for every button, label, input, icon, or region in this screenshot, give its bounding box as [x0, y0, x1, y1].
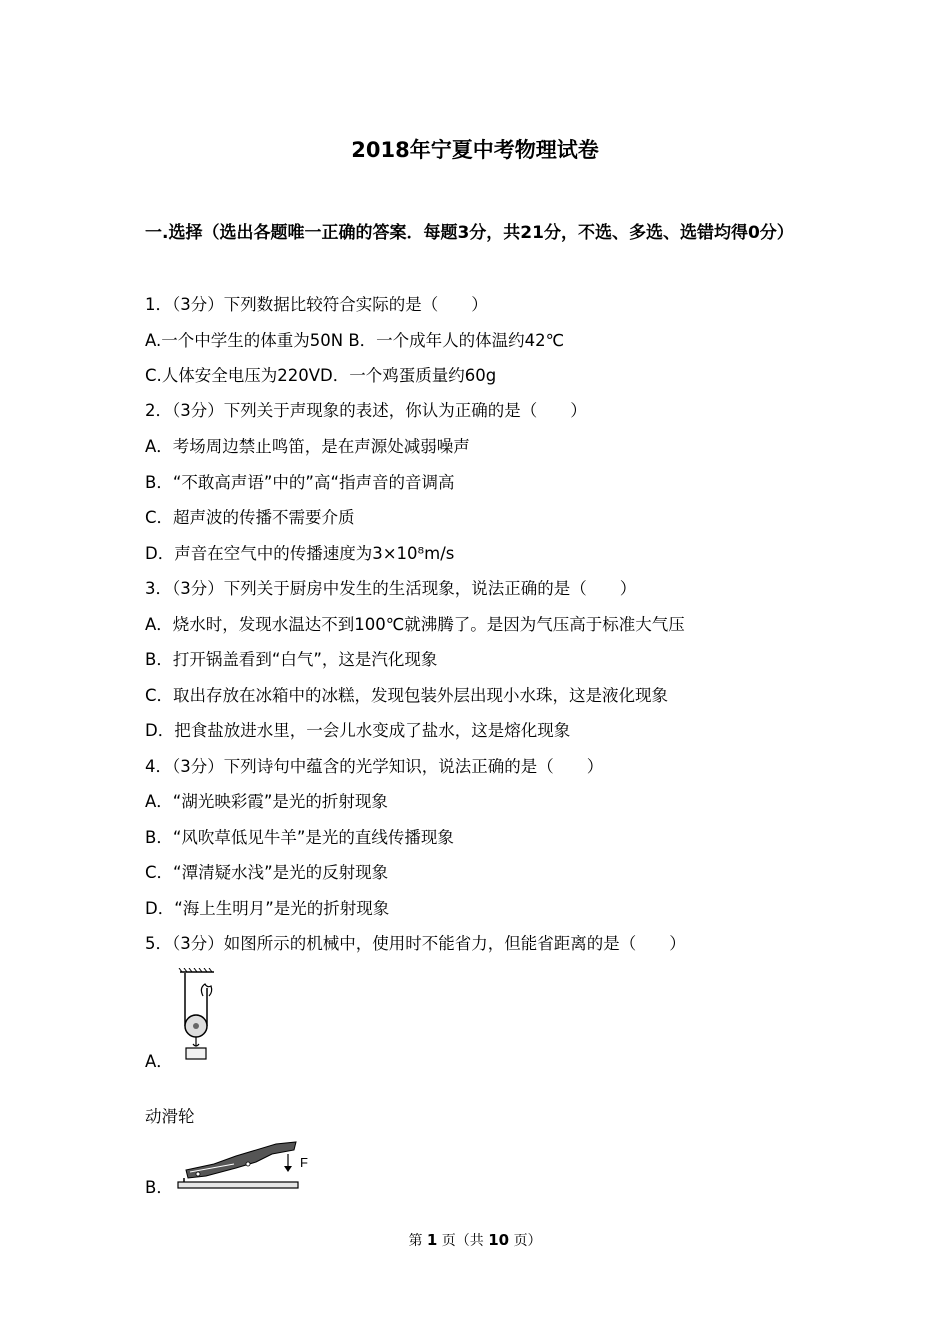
- question-4-option-d: D．“海上生明月”是光的折射现象: [145, 899, 390, 918]
- question-4-option-b: B．“风吹草低见牛羊”是光的直线传播现象: [145, 828, 454, 847]
- question-4-option-c: C．“潭清疑水浅”是光的反射现象: [145, 863, 389, 882]
- footer-total-pages: 10: [488, 1231, 510, 1249]
- footer-prefix: 第: [408, 1233, 423, 1249]
- footer-page-number: 1: [426, 1231, 438, 1249]
- question-5-figure-a-caption: 动滑轮: [145, 1107, 195, 1126]
- question-3-option-a: A．烧水时，发现水温达不到100℃就沸腾了。是因为气压高于标准大气压: [145, 615, 685, 634]
- footer-suffix: 页）: [513, 1233, 542, 1249]
- question-5-option-b: B．: [145, 1178, 173, 1197]
- question-5-option-a: A．: [145, 1052, 173, 1071]
- question-3-option-c: C．取出存放在冰箱中的冰糕，发现包装外层出现小水珠，这是液化现象: [145, 686, 669, 705]
- question-1-option-ab: A.一个中学生的体重为50N B．一个成年人的体温约42℃: [145, 331, 565, 350]
- footer-middle: 页（共: [441, 1233, 484, 1249]
- question-2-stem: 2．（3分）下列关于声现象的表述，你认为正确的是（ ）: [145, 401, 587, 420]
- question-3-option-b: B．打开锅盖看到“白气”，这是汽化现象: [145, 650, 438, 669]
- question-2-option-c: C．超声波的传播不需要介质: [145, 508, 355, 527]
- question-3-stem: 3．（3分）下列关于厨房中发生的生活现象，说法正确的是（ ）: [145, 579, 637, 598]
- page-footer: [0, 1230, 950, 1250]
- question-4-stem: 4．（3分）下列诗句中蕴含的光学知识，说法正确的是（ ）: [145, 757, 604, 776]
- page-title: 2018年宁夏中考物理试卷: [351, 138, 599, 162]
- question-4-option-a: A．“湖光映彩霞”是光的折射现象: [145, 792, 388, 811]
- question-1-option-cd: C.人体安全电压为220VD．一个鸡蛋质量约60g: [145, 366, 497, 385]
- section-heading: 一.选择（选出各题唯一正确的答案．每题3分，共21分，不选、多选、选错均得0分）: [145, 223, 794, 243]
- lever-tool-figure: [176, 1136, 326, 1192]
- movable-pulley-figure: [172, 968, 222, 1064]
- question-2-option-b: B．“不敢高声语”中的”高“指声音的音调高: [145, 473, 455, 492]
- question-5-stem: 5．（3分）如图所示的机械中，使用时不能省力，但能省距离的是（ ）: [145, 934, 686, 953]
- force-label: F: [300, 1155, 308, 1170]
- question-2-option-d: D．声音在空气中的传播速度为3×10⁸m/s: [145, 544, 455, 563]
- question-3-option-d: D．把食盐放进水里，一会儿水变成了盐水，这是熔化现象: [145, 721, 571, 740]
- question-2-option-a: A．考场周边禁止鸣笛，是在声源处减弱噪声: [145, 437, 470, 456]
- question-1-stem: 1．（3分）下列数据比较符合实际的是（ ）: [145, 295, 488, 314]
